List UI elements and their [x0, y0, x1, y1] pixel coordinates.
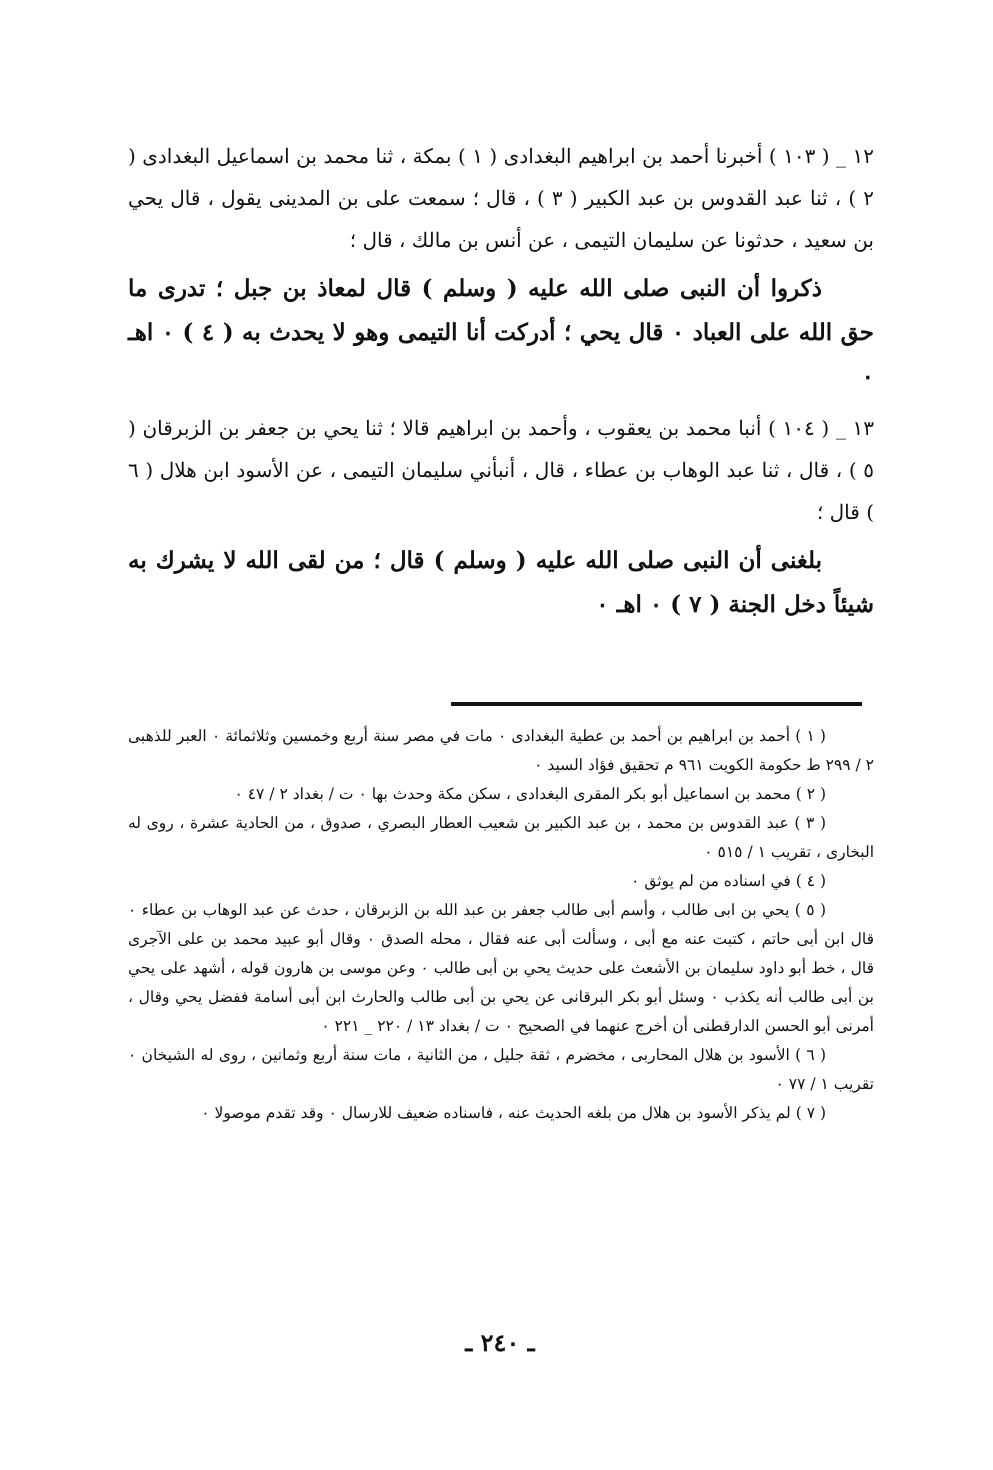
hadith-103-matn: ذكروا أن النبى صلى الله عليه ( وسلم ) قال لمعاذ بن جبل ؛ تدرى ما حق الله على العباد ٠ قال يحي ؛ أدركت أنا التيمى وهو لا يحدث به ( ٤ ) ٠ اهـ ٠: [128, 275, 874, 390]
footnote-7: ( ٧ ) لم يذكر الأسود بن هلال من بلغه الحديث عنه ، فاسناده ضعيف للارسال ٠ وقد تقدم موصولا ٠: [201, 1104, 826, 1122]
footnote-3: ( ٣ ) عبد القدوس بن محمد ، بن عبد الكبير بن شعيب العطار البصري ، صدوق ، من الحادية عشرة ، روى له البخارى ، تقريب ١ / ٥١٥ ٠: [128, 814, 874, 861]
footnote-5: ( ٥ ) يحي بن ابى طالب ، وأسم أبى طالب جعفر بن عبد الله بن الزبرقان ، حدث عن عبد الوهاب بن عطاء ٠ قال ابن أبى حاتم ، كتبت عنه مع أبى ، وسألت أبى عنه فقال ، محله الصدق ٠ وقال أبو عبيد محمد بن على الآجرى قال ، خط أبو داود سليمان بن الأشعث على حديث يحي بن أبى طالب ٠ وعن موسى بن هارون قوله ، أشهد على يحي بن أبى طالب أنه يكذب ٠ وسئل أبو بكر البرقانى عن يحي بن أبى طالب والحارث ابن أبى أسامة ففضل يحي وقال ، أمرنى أبو الحسن الدارقطنى أن أخرج عنهما في الصحيح ٠ ت / بغداد ١٣ / ٢٢٠ _ ٢٢١ ٠: [128, 901, 874, 1035]
hadith-104-isnad: ١٣ _ ( ١٠٤ ) أنبا محمد بن يعقوب ، وأحمد بن ابراهيم قالا ؛ ثنا يحي بن جعفر بن الزبرقان ( ٥ ) ، قال ، ثنا عبد الوهاب بن عطاء ، قال ، أنبأني سليمان التيمى ، عن الأسود ابن هلال ( ٦ ) قال ؛: [128, 416, 874, 524]
footnote-divider: [451, 702, 862, 706]
hadith-103-isnad: ١٢ _ ( ١٠٣ ) أخبرنا أحمد بن ابراهيم البغدادى ( ١ ) بمكة ، ثنا محمد بن اسماعيل البغدادى ( ٢ ) ، ثنا عبد القدوس بن عبد الكبير ( ٣ ) ، قال ؛ سمعت على بن المدينى يقول ، قال يحي بن سعيد ، حدثونا عن سليمان التيمى ، عن أنس بن مالك ، قال ؛: [128, 144, 874, 252]
footnotes: [128, 722, 874, 1128]
footnote-1: ( ١ ) أحمد بن ابراهيم بن أحمد بن عطية البغدادى ٠ مات في مصر سنة أربع وخمسين وثلاثمائة ٠ العبر للذهبى ٢ / ٢٩٩ ط حكومة الكويت ٩٦١ م تحقيق فؤاد السيد ٠: [128, 727, 874, 774]
footnote-2: ( ٢ ) محمد بن اسماعيل أبو بكر المقرى البغدادى ، سكن مكة وحدث بها ٠ ت / بغداد ٢ / ٤٧ ٠: [234, 785, 826, 803]
footnote-4: ( ٤ ) في اسناده من لم يوثق ٠: [631, 872, 826, 890]
page-number: ـ ٢٤٠ ـ: [465, 1328, 535, 1357]
footnote-6: ( ٦ ) الأسود بن هلال المحاربى ، مخضرم ، ثقة جليل ، من الثانية ، مات سنة أربع وثمانين ، روى له الشيخان ٠ تقريب ١ / ٧٧ ٠: [128, 1046, 874, 1093]
hadith-104-matn: بلغنى أن النبى صلى الله عليه ( وسلم ) قال ؛ من لقى الله لا يشرك به شيئاً دخل الجنة ( ٧ ) ٠ اهـ ٠: [128, 547, 874, 618]
main-text: [128, 135, 874, 635]
